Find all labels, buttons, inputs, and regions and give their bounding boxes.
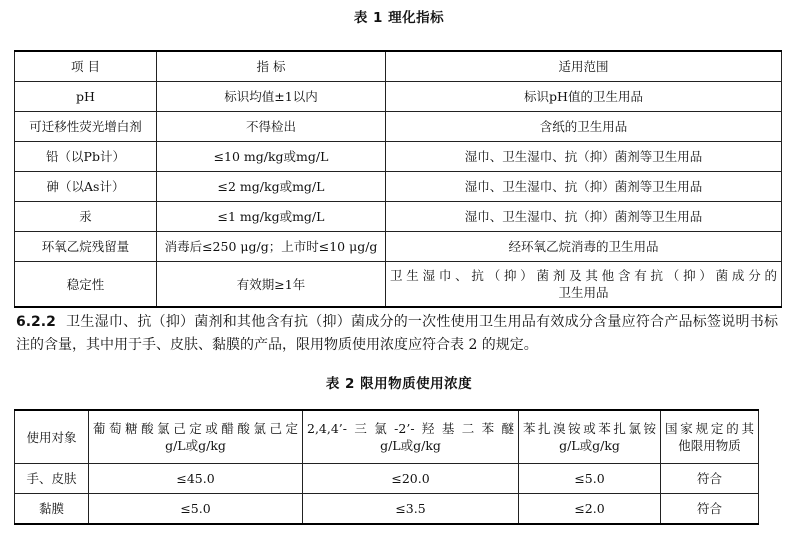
section-text: 卫生湿巾、抗（抑）菌剂和其他含有抗（抑）菌成分的一次性使用卫生用品有效成分含量应符合产品标签说明书标注的含量，其中用于手、皮肤、黏膜的产品，限用物质使用浓度应符合表 2 的规定。 xyxy=(16,314,778,353)
table1-cell: ≤1 mg/kg或mg/L xyxy=(157,202,386,232)
table1-cell: pH xyxy=(15,82,157,112)
table2-cell: ≤20.0 xyxy=(303,464,519,494)
table-row xyxy=(15,202,782,232)
section-number: 6.2.2 xyxy=(16,314,56,330)
table2-header xyxy=(661,410,759,464)
header-line: 苯扎溴铵或苯扎氯铵 xyxy=(523,421,656,436)
table2-cell: 符合 xyxy=(661,494,759,525)
header-unit: g/L或g/kg xyxy=(559,438,620,453)
table2-header xyxy=(89,410,303,464)
header-line: 2,4,4’-三氯-2’-羟基二苯醚 xyxy=(307,421,514,436)
header-unit: g/L或g/kg xyxy=(165,438,226,453)
table1-cell: 可迁移性荧光增白剂 xyxy=(15,112,157,142)
table1-cell: 有效期≥1年 xyxy=(157,262,386,308)
header-line: 国家规定的其 xyxy=(665,421,754,436)
table2-cell: 符合 xyxy=(661,464,759,494)
table1-cell: 标识pH值的卫生用品 xyxy=(386,82,782,112)
table1-cell: 汞 xyxy=(15,202,157,232)
header-unit: g/L或g/kg xyxy=(380,438,441,453)
table1-cell: 消毒后≤250 μg/g；上市时≤10 μg/g xyxy=(157,232,386,262)
table2-header xyxy=(303,410,519,464)
table-row xyxy=(15,172,782,202)
table1-cell: 经环氧乙烷消毒的卫生用品 xyxy=(386,232,782,262)
table1-cell: 湿巾、卫生湿巾、抗（抑）菌剂等卫生用品 xyxy=(386,172,782,202)
table1-cell: 湿巾、卫生湿巾、抗（抑）菌剂等卫生用品 xyxy=(386,202,782,232)
table-row xyxy=(15,112,782,142)
table2-header-target: 使用对象 xyxy=(15,410,89,464)
table1-header-item: 项 目 xyxy=(15,51,157,82)
table1-cell: 砷（以As计） xyxy=(15,172,157,202)
table2-restricted-substances xyxy=(14,409,759,525)
table1-cell: ≤2 mg/kg或mg/L xyxy=(157,172,386,202)
table1-header-index: 指 标 xyxy=(157,51,386,82)
table2-cell: ≤2.0 xyxy=(519,494,661,525)
table-row xyxy=(15,464,759,494)
header-line: 他限用物质 xyxy=(678,438,741,453)
section-paragraph xyxy=(16,311,778,357)
table2-header xyxy=(519,410,661,464)
scope-line: 卫生用品 xyxy=(558,285,609,300)
table-row xyxy=(15,494,759,525)
table1-cell: 铅（以Pb计） xyxy=(15,142,157,172)
table2-header-row xyxy=(15,410,759,464)
table1-cell: 环氧乙烷残留量 xyxy=(15,232,157,262)
table2-cell: 手、皮肤 xyxy=(15,464,89,494)
table1-header-scope: 适用范围 xyxy=(386,51,782,82)
table2-cell: 黏膜 xyxy=(15,494,89,525)
table1-caption: 表 1 理化指标 xyxy=(353,10,445,26)
table1-cell: 不得检出 xyxy=(157,112,386,142)
table-row xyxy=(15,232,782,262)
table1-cell: 湿巾、卫生湿巾、抗（抑）菌剂等卫生用品 xyxy=(386,142,782,172)
table1-cell-scope-multiline xyxy=(386,262,782,308)
table-row xyxy=(15,82,782,112)
table2-cell: ≤3.5 xyxy=(303,494,519,525)
table1-cell: 含纸的卫生用品 xyxy=(386,112,782,142)
table1-header-row xyxy=(15,51,782,82)
table1-cell: ≤10 mg/kg或mg/L xyxy=(157,142,386,172)
table1-cell: 稳定性 xyxy=(15,262,157,308)
table1-physicochemical xyxy=(14,50,782,308)
table-row xyxy=(15,142,782,172)
table2-cell: ≤45.0 xyxy=(89,464,303,494)
scope-line: 卫生湿巾、抗（抑）菌剂及其他含有抗（抑）菌成分的 xyxy=(390,268,777,283)
table2-cell: ≤5.0 xyxy=(519,464,661,494)
header-line: 葡萄糖酸氯己定或醋酸氯己定 xyxy=(93,421,298,436)
table-row xyxy=(15,262,782,308)
table2-caption: 表 2 限用物质使用浓度 xyxy=(325,376,473,392)
table1-cell: 标识均值±1以内 xyxy=(157,82,386,112)
table2-cell: ≤5.0 xyxy=(89,494,303,525)
